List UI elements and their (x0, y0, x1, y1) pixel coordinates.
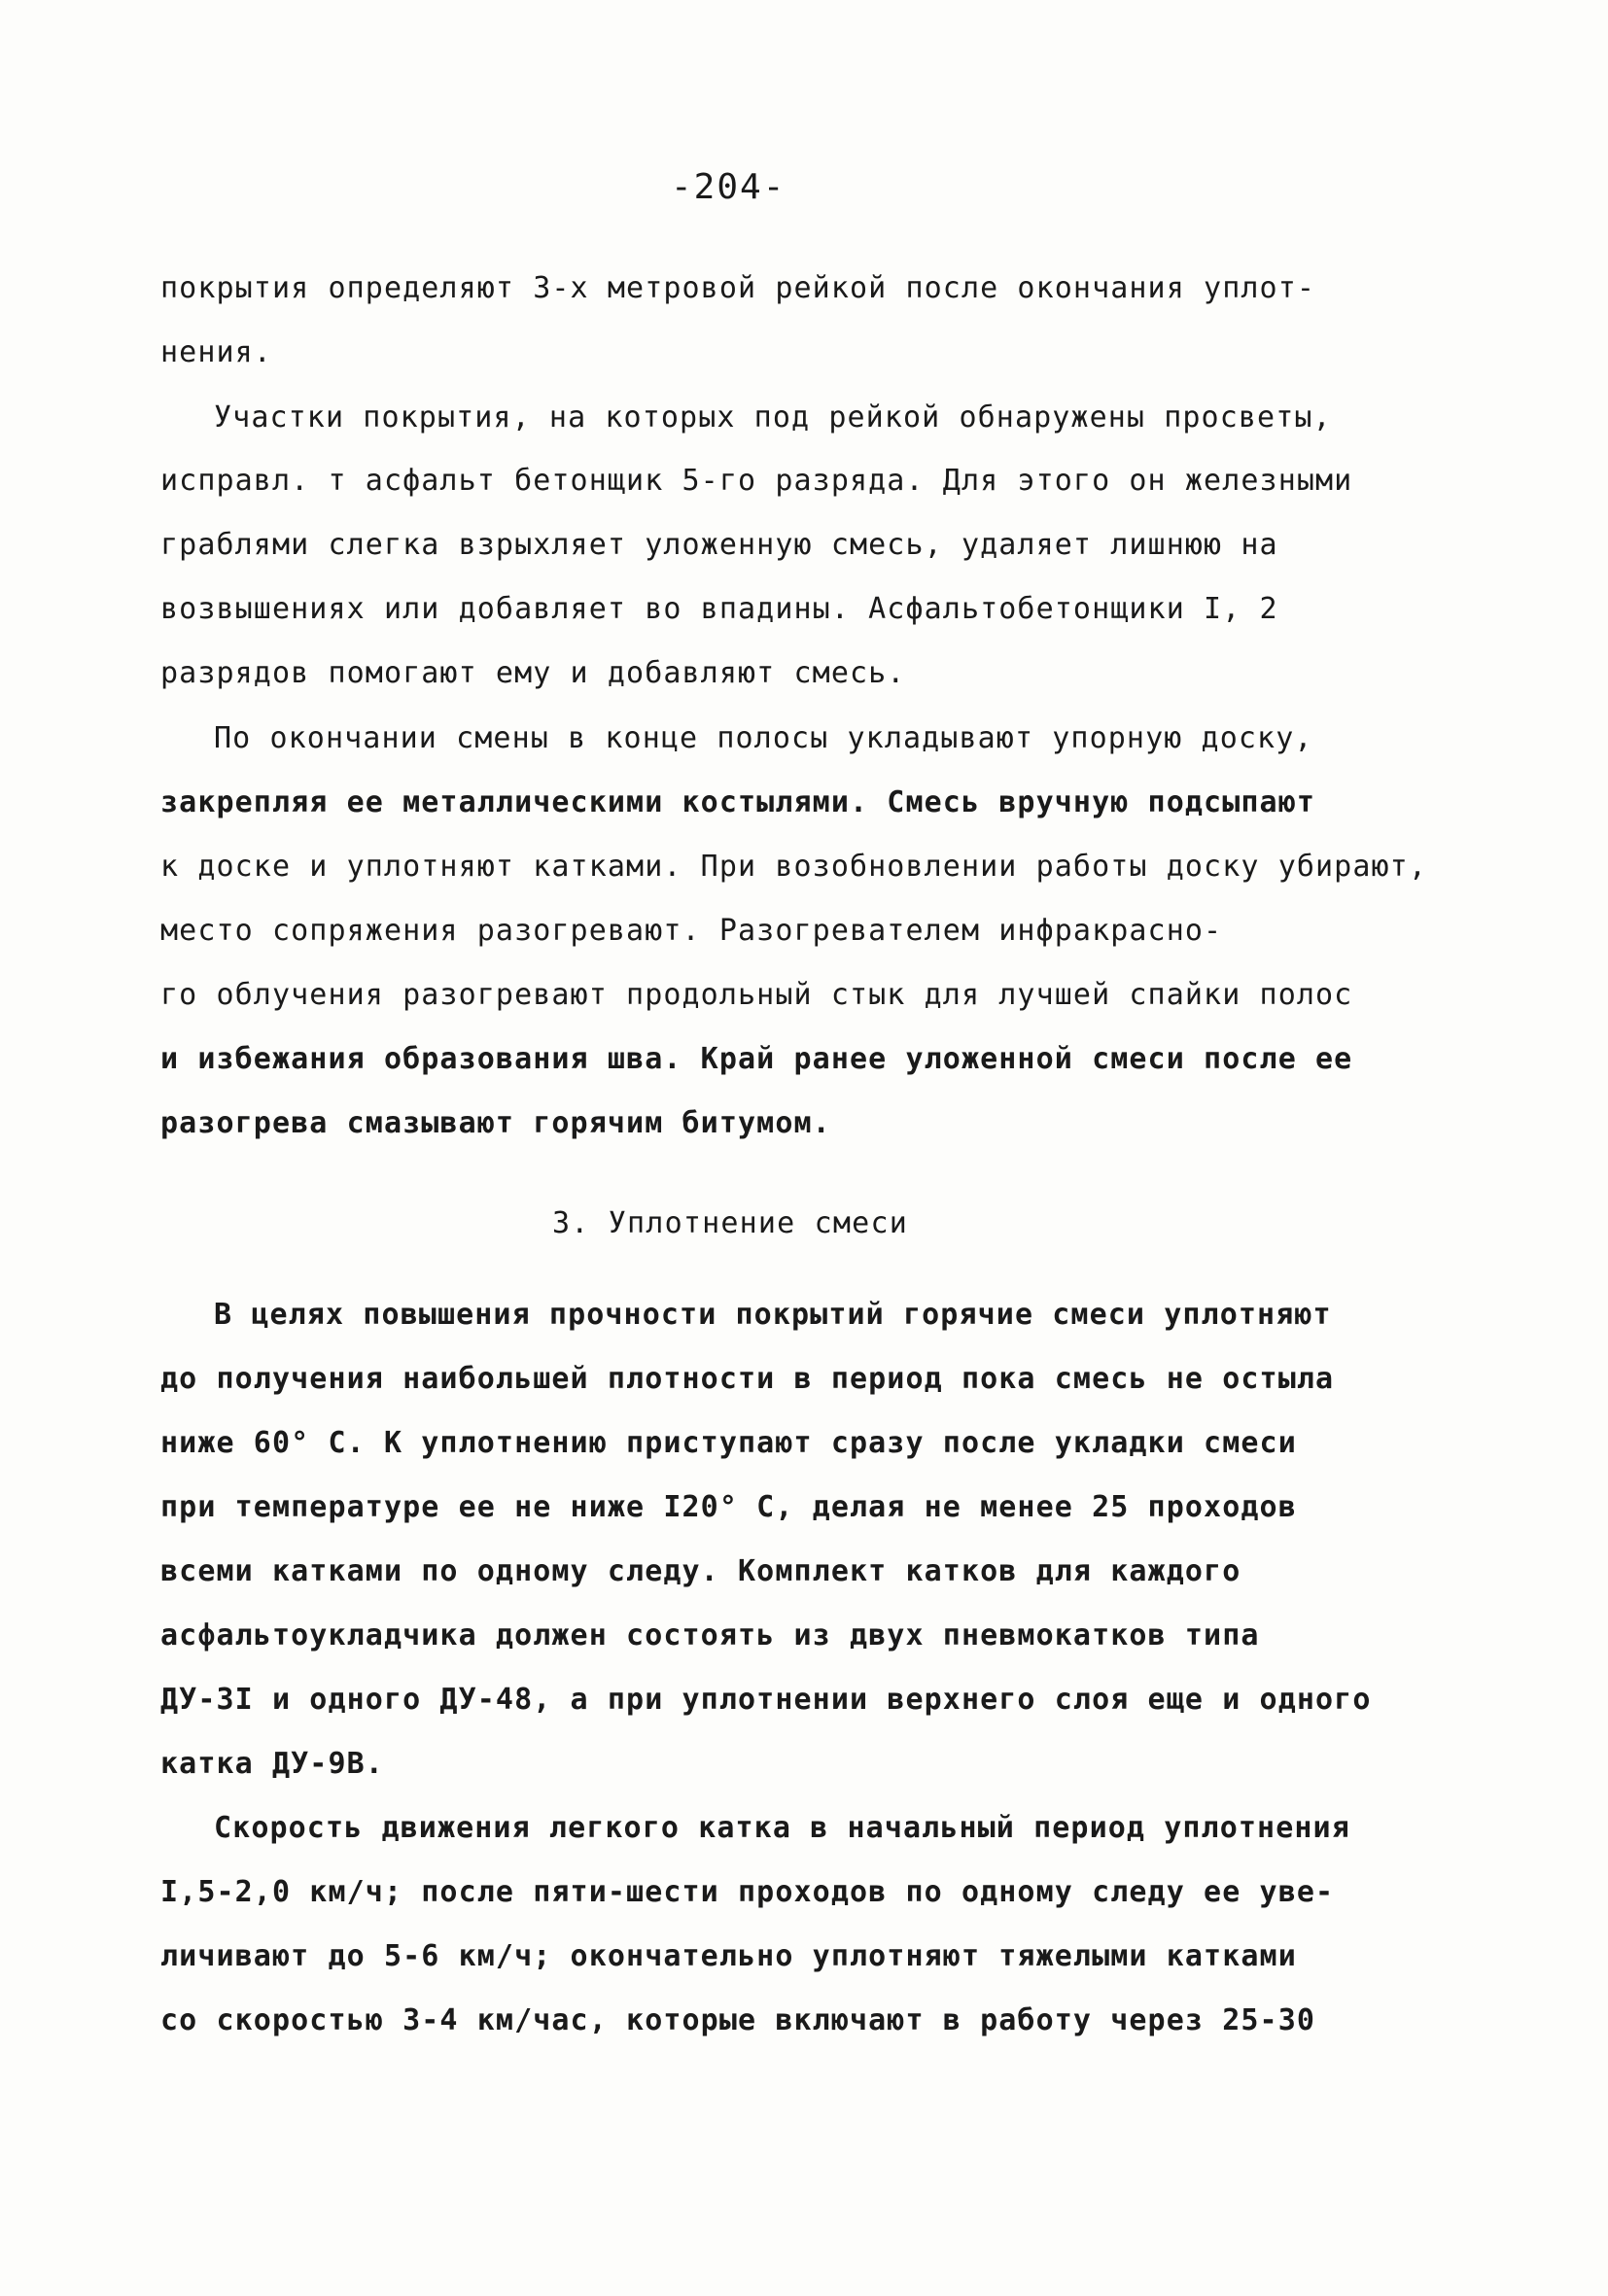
text-line: Скорость движения легкого катка в начальный период уплотнения (214, 1811, 1350, 1845)
text-line: разогрева смазывают горячим битумом. (160, 1106, 831, 1140)
text-line: и избежания образования шва. Край ранее уложенной смеси после ее (160, 1042, 1353, 1076)
text-line: исправл. т асфальт бетонщик 5-го разряда. Для этого он железными (160, 464, 1353, 498)
page-number: -204- (671, 167, 787, 207)
text-line: граблями слегка взрыхляет уложенную смесь, удаляет лишнюю на (160, 528, 1278, 562)
text-line: По окончании смены в конце полосы укладывают упорную доску, (214, 721, 1313, 755)
text-line: го облучения разогревают продольный стык для лучшей спайки полос (160, 978, 1353, 1012)
text-line: личивают до 5-6 км/ч; окончательно уплотняют тяжелыми катками (160, 1939, 1297, 1973)
section-heading: 3. Уплотнение смеси (552, 1206, 908, 1240)
text-line: покрытия определяют 3-х метровой рейкой после окончания уплот- (160, 271, 1316, 305)
text-line: ниже 60° С. К уплотнению приступают сразу после укладки смеси (160, 1426, 1297, 1460)
text-line: всеми катками по одному следу. Комплект катков для каждого (160, 1554, 1241, 1588)
text-line: I,5-2,0 км/ч; после пяти-шести проходов по одному следу ее уве- (160, 1875, 1335, 1909)
text-line: разрядов помогают ему и добавляют смесь. (160, 656, 906, 690)
text-line: закрепляя ее металлическими костылями. Смесь вручную подсыпают (160, 785, 1316, 819)
text-line: возвышениях или добавляет во впадины. Асфальтобетонщики I, 2 (160, 592, 1278, 626)
text-line: нения. (160, 335, 272, 369)
text-line: к доске и уплотняют катками. При возобновлении работы доску убирают, (160, 850, 1427, 884)
text-line: до получения наибольшей плотности в период пока смесь не остыла (160, 1362, 1335, 1396)
text-line: ДУ-3I и одного ДУ-48, а при уплотнении верхнего слоя еще и одного (160, 1683, 1372, 1717)
text-line: асфальтоукладчика должен состоять из двух пневмокатков типа (160, 1618, 1260, 1652)
text-line: при температуре ее не ниже I20° С, делая не менее 25 проходов (160, 1490, 1297, 1524)
text-line: со скоростью 3-4 км/час, которые включают в работу через 25-30 (160, 2003, 1316, 2037)
text-line: место сопряжения разогревают. Разогревателем инфракрасно- (160, 914, 1223, 948)
text-line: катка ДУ-9В. (160, 1747, 384, 1781)
text-line: Участки покрытия, на которых под рейкой обнаружены просветы, (214, 400, 1332, 435)
text-line: В целях повышения прочности покрытий горячие смеси уплотняют (214, 1298, 1332, 1332)
